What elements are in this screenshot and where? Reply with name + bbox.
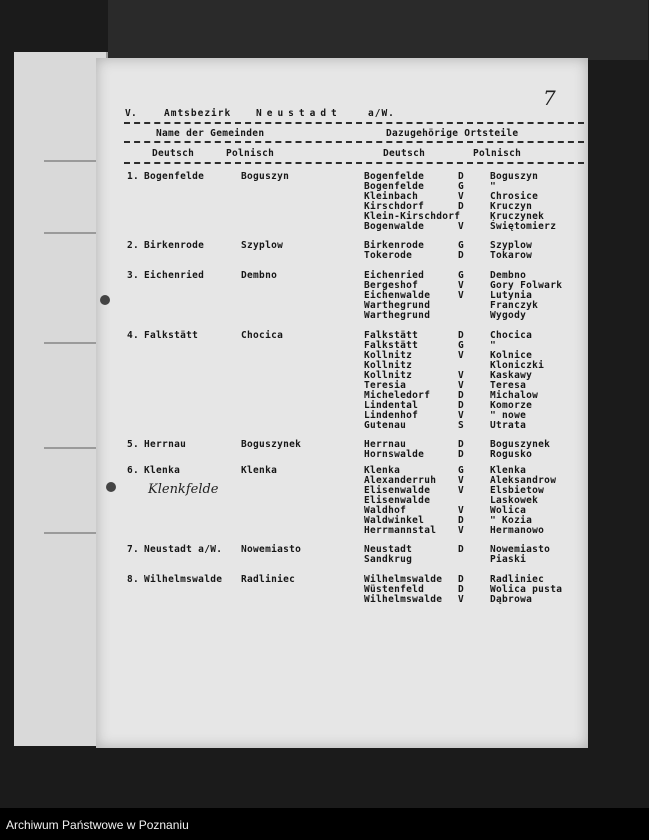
ortsteil-deutsch: Bogenfelde: [364, 181, 425, 192]
ortsteil-polnisch: Świętomierz: [490, 221, 557, 232]
ortsteil-code: D: [458, 250, 465, 261]
ortsteil-deutsch: Bergeshof: [364, 280, 419, 291]
ortsteil-code: D: [458, 390, 465, 401]
ortsteil-polnisch: Dembno: [490, 270, 527, 281]
ortsteil-code: V: [458, 370, 465, 381]
punch-hole: [106, 482, 116, 492]
ortsteil-polnisch: Radliniec: [490, 574, 545, 585]
ortsteil-polnisch: Aleksandrow: [490, 475, 557, 486]
ortsteil-polnisch: Wygody: [490, 310, 527, 321]
ortsteil-polnisch: Kruczyn: [490, 201, 533, 212]
ortsteil-code: G: [458, 465, 465, 476]
ortsteil-deutsch: Bogenwalde: [364, 221, 425, 232]
ortsteil-deutsch: Kollnitz: [364, 370, 413, 381]
ortsteil-polnisch: Franczyk: [490, 300, 539, 311]
ortsteil-deutsch: Eichenwalde: [364, 290, 431, 301]
ortsteil-deutsch: Herrmannstal: [364, 525, 437, 536]
ortsteil-polnisch: Boguszyn: [490, 171, 539, 182]
gemeinde-deutsch: Eichenried: [144, 270, 205, 281]
ortsteil-polnisch: Kaskawy: [490, 370, 533, 381]
ortsteil-deutsch: Herrnau: [364, 439, 407, 450]
ortsteil-code: V: [458, 525, 465, 536]
faint-line: [44, 447, 100, 449]
gemeinde-polnisch: Nowemiasto: [241, 544, 302, 555]
ortsteil-deutsch: Kollnitz: [364, 350, 413, 361]
ortsteil-code: V: [458, 221, 465, 232]
ortsteil-code: V: [458, 280, 465, 291]
ortsteil-deutsch: Warthegrund: [364, 300, 431, 311]
gemeinde-deutsch: Neustadt a/W.: [144, 544, 223, 555]
column-ortsteile: Dazugehörige Ortsteile: [386, 128, 519, 139]
ortsteil-polnisch: Hermanowo: [490, 525, 545, 536]
ortsteil-code: G: [458, 270, 465, 281]
gemeinde-polnisch: Klenka: [241, 465, 278, 476]
ortsteil-deutsch: Waldwinkel: [364, 515, 425, 526]
ortsteil-code: V: [458, 505, 465, 516]
gemeinde-polnisch: Boguszyn: [241, 171, 290, 182]
ortsteil-code: V: [458, 191, 465, 202]
ortsteil-deutsch: Gutenau: [364, 420, 407, 431]
ortsteil-code: G: [458, 240, 465, 251]
ortsteil-polnisch: Kolnice: [490, 350, 533, 361]
ortsteil-polnisch: Teresa: [490, 380, 527, 391]
ortsteil-polnisch: Lutynia: [490, 290, 533, 301]
archive-label: Archiwum Państwowe w Poznaniu: [6, 818, 189, 832]
ortsteil-polnisch: Piaski: [490, 554, 527, 565]
gemeinde-polnisch: Radliniec: [241, 574, 296, 585]
ortsteil-code: V: [458, 594, 465, 605]
ortsteil-code: D: [458, 171, 465, 182]
ortsteil-deutsch: Waldhof: [364, 505, 407, 516]
ortsteil-deutsch: Elisenwalde: [364, 495, 431, 506]
ortsteil-polnisch: Elsbietow: [490, 485, 545, 496]
section-roman: V.: [125, 108, 138, 119]
column-deutsch: Deutsch: [152, 148, 195, 159]
ortsteil-deutsch: Kleinbach: [364, 191, 419, 202]
ortsteil-polnisch: Kruczynek: [490, 211, 545, 222]
ortsteil-deutsch: Lindental: [364, 400, 419, 411]
faint-line: [44, 342, 100, 344]
gemeinde-polnisch: Chocica: [241, 330, 284, 341]
ortsteil-deutsch: Tokerode: [364, 250, 413, 261]
ortsteil-deutsch: Falkstätt: [364, 340, 419, 351]
document-page: [96, 58, 588, 748]
ortsteil-code: D: [458, 544, 465, 555]
ortsteil-code: V: [458, 290, 465, 301]
entry-number: 6.: [127, 465, 140, 476]
gemeinde-polnisch: Szyplow: [241, 240, 284, 251]
gemeinde-deutsch: Klenka: [144, 465, 181, 476]
ortsteil-deutsch: Neustadt: [364, 544, 413, 555]
column-deutsch: Deutsch: [383, 148, 426, 159]
rule-line: [124, 141, 584, 143]
ortsteil-deutsch: Eichenried: [364, 270, 425, 281]
ortsteil-polnisch: " Kozia: [490, 515, 533, 526]
ortsteil-code: V: [458, 485, 465, 496]
gemeinde-deutsch: Birkenrode: [144, 240, 205, 251]
ortsteil-polnisch: ": [490, 181, 497, 192]
ortsteil-polnisch: Klenka: [490, 465, 527, 476]
ortsteil-code: D: [458, 449, 465, 460]
ortsteil-polnisch: Boguszynek: [490, 439, 551, 450]
ortsteil-code: V: [458, 475, 465, 486]
ortsteil-polnisch: Laskowek: [490, 495, 539, 506]
ortsteil-code: D: [458, 201, 465, 212]
ortsteil-code: D: [458, 439, 465, 450]
ortsteil-code: G: [458, 340, 465, 351]
ortsteil-code: D: [458, 515, 465, 526]
faint-line: [44, 160, 100, 162]
column-gemeinden: Name der Gemeinden: [156, 128, 265, 139]
ortsteil-code: D: [458, 400, 465, 411]
ortsteil-polnisch: Szyplow: [490, 240, 533, 251]
ortsteil-deutsch: Wilhelmswalde: [364, 594, 443, 605]
entry-number: 2.: [127, 240, 140, 251]
ortsteil-deutsch: Elisenwalde: [364, 485, 431, 496]
ortsteil-deutsch: Teresia: [364, 380, 407, 391]
ortsteil-polnisch: Komorze: [490, 400, 533, 411]
district-suffix: a/W.: [368, 108, 395, 119]
ortsteil-polnisch: Rogusko: [490, 449, 533, 460]
ortsteil-code: D: [458, 574, 465, 585]
handwritten-note: Klenkfelde: [148, 482, 219, 497]
rule-line: [124, 162, 584, 164]
entry-number: 8.: [127, 574, 140, 585]
ortsteil-deutsch: Wilhelmswalde: [364, 574, 443, 585]
ortsteil-code: V: [458, 410, 465, 421]
ortsteil-polnisch: Wolica pusta: [490, 584, 563, 595]
ortsteil-polnisch: Dąbrowa: [490, 594, 533, 605]
entry-number: 5.: [127, 439, 140, 450]
entry-number: 7.: [127, 544, 140, 555]
entry-number: 1.: [127, 171, 140, 182]
column-polnisch: Polnisch: [473, 148, 522, 159]
ortsteil-polnisch: Nowemiasto: [490, 544, 551, 555]
ortsteil-polnisch: " nowe: [490, 410, 527, 421]
ortsteil-code: G: [458, 181, 465, 192]
gemeinde-deutsch: Falkstätt: [144, 330, 199, 341]
page-number: 7: [543, 86, 557, 110]
ortsteil-deutsch: Kirschdorf: [364, 201, 425, 212]
ortsteil-deutsch: Warthegrund: [364, 310, 431, 321]
ortsteil-deutsch: Alexanderruh: [364, 475, 437, 486]
ortsteil-polnisch: Utrata: [490, 420, 527, 431]
ortsteil-polnisch: Chocica: [490, 330, 533, 341]
ortsteil-deutsch: Lindenhof: [364, 410, 419, 421]
ortsteil-deutsch: Kollnitz: [364, 360, 413, 371]
rule-line: [124, 122, 584, 124]
ortsteil-deutsch: Micheledorf: [364, 390, 431, 401]
header-label: Amtsbezirk: [164, 108, 232, 119]
ortsteil-deutsch: Bogenfelde: [364, 171, 425, 182]
ortsteil-deutsch: Hornswalde: [364, 449, 425, 460]
ortsteil-code: V: [458, 350, 465, 361]
ortsteil-deutsch: Klein-Kirschdorf: [364, 211, 461, 222]
faint-line: [44, 232, 100, 234]
ortsteil-deutsch: Sandkrug: [364, 554, 413, 565]
faint-line: [44, 532, 100, 534]
ortsteil-deutsch: Birkenrode: [364, 240, 425, 251]
ortsteil-code: V: [458, 380, 465, 391]
ortsteil-polnisch: Gory Folwark: [490, 280, 563, 291]
ortsteil-polnisch: Kloniczki: [490, 360, 545, 371]
left-page-edge: [14, 52, 108, 746]
ortsteil-deutsch: Wüstenfeld: [364, 584, 425, 595]
column-polnisch: Polnisch: [226, 148, 275, 159]
district-name: Neustadt: [256, 108, 342, 119]
under-page: [108, 0, 648, 60]
gemeinde-polnisch: Dembno: [241, 270, 278, 281]
ortsteil-code: D: [458, 330, 465, 341]
ortsteil-polnisch: Chrosice: [490, 191, 539, 202]
gemeinde-deutsch: Wilhelmswalde: [144, 574, 223, 585]
ortsteil-polnisch: Wolica: [490, 505, 527, 516]
ortsteil-polnisch: Michalow: [490, 390, 539, 401]
entry-number: 3.: [127, 270, 140, 281]
ortsteil-code: S: [458, 420, 465, 431]
ortsteil-polnisch: Tokarow: [490, 250, 533, 261]
gemeinde-deutsch: Bogenfelde: [144, 171, 205, 182]
gemeinde-polnisch: Boguszynek: [241, 439, 302, 450]
ortsteil-deutsch: Klenka: [364, 465, 401, 476]
entry-number: 4.: [127, 330, 140, 341]
gemeinde-deutsch: Herrnau: [144, 439, 187, 450]
ortsteil-deutsch: Falkstätt: [364, 330, 419, 341]
punch-hole: [100, 295, 110, 305]
ortsteil-code: D: [458, 584, 465, 595]
ortsteil-polnisch: ": [490, 340, 497, 351]
